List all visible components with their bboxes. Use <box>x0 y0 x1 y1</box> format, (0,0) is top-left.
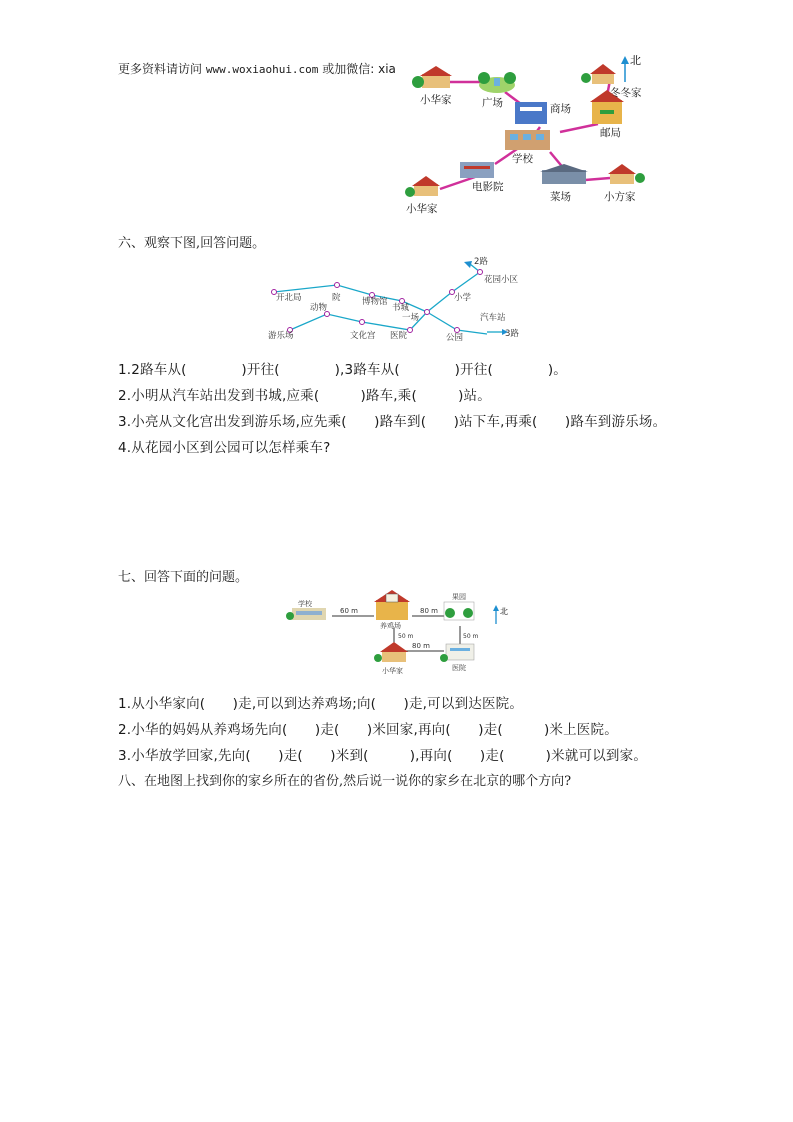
label-school: 学校 <box>512 153 533 165</box>
label-garden: 花园小区 <box>484 275 519 285</box>
label-xiaofang-home: 小方家 <box>604 191 636 203</box>
label-distance-school-farm: 60 m <box>340 607 358 615</box>
label-station-b: 一场 <box>402 313 420 323</box>
direction-map <box>282 586 514 674</box>
vegetable-market-icon <box>540 164 588 184</box>
label-route2: 2路 <box>474 257 488 267</box>
page-header <box>118 60 396 77</box>
label-square: 广场 <box>482 97 503 109</box>
label-home: 小华家 <box>382 667 403 674</box>
label-park: 公园 <box>446 333 464 343</box>
label-distance-farm-home: 50 m <box>398 633 414 640</box>
dongdong-home-icon <box>581 64 616 84</box>
section6-question-1: 1.2路车从( )开往( ),3路车从( )开往( )。 <box>118 362 567 378</box>
section7-title: 七、回答下面的问题。 <box>118 570 249 585</box>
label-xiaohua-home-bottom: 小华家 <box>406 203 438 215</box>
route-map-figure <box>400 52 660 222</box>
label-orchard: 果园 <box>452 593 466 601</box>
school-icon <box>505 130 550 150</box>
school-icon <box>286 608 326 620</box>
label-amusement: 游乐场 <box>268 331 294 341</box>
section6-question-2: 2.小明从汽车站出发到书城,应乘( )路车,乘( )站。 <box>118 388 491 404</box>
label-bookcity: 书城 <box>392 303 410 313</box>
label-market: 商场 <box>550 103 571 115</box>
label-cross: 院 <box>332 293 341 303</box>
label-post-office: 邮局 <box>600 127 621 139</box>
label-top-left: 开北局 <box>276 293 302 303</box>
section8-title: 八、在地图上找到你的家乡所在的省份,然后说一说你的家乡在北京的哪个方向? <box>118 774 572 789</box>
bus-route-map <box>262 252 542 344</box>
section6-title: 六、观察下图,回答问题。 <box>118 236 266 251</box>
xiaofang-home-icon <box>608 164 645 184</box>
farm-icon <box>374 590 410 620</box>
label-hospital: 医院 <box>390 331 408 341</box>
header-url[interactable]: www.woxiaohui.com <box>205 63 319 76</box>
label-bus: 汽车站 <box>480 313 506 323</box>
hospital-icon <box>440 644 474 662</box>
label-distance-farm-orchard: 80 m <box>420 607 438 615</box>
label-vegetable-market: 菜场 <box>550 191 571 203</box>
cinema-icon <box>460 162 494 178</box>
north-arrow-icon <box>621 56 629 64</box>
square-icon <box>478 72 516 93</box>
section7-question-3: 3.小华放学回家,先向( )走( )米到( ),再向( )走( )米就可以到家。 <box>118 748 648 764</box>
label-route3: 3路 <box>505 329 519 339</box>
map1-north-label: 北 <box>630 54 641 67</box>
label-distance-orchard-hospital: 50 m <box>463 633 479 640</box>
home-icon <box>374 642 408 662</box>
label-xiaohua-home-top: 小华家 <box>420 94 452 106</box>
orchard-icon <box>444 602 474 620</box>
label-dongdong-home: 冬冬家 <box>610 87 642 99</box>
section7-question-2: 2.小华的妈妈从养鸡场先向( )走( )米回家,再向( )走( )米上医院。 <box>118 722 618 738</box>
label-museum: 博物馆 <box>362 297 388 307</box>
xiaohua-home-top-icon <box>412 66 452 88</box>
route2-arrow-icon <box>464 261 472 268</box>
label-distance-home-hospital: 80 m <box>412 642 430 650</box>
label-cinema: 电影院 <box>472 181 504 193</box>
label-school: 学校 <box>298 600 312 608</box>
section6-question-3: 3.小亮从文化宫出发到游乐场,应先乘( )路车到( )站下车,再乘( )路车到游乐场。 <box>118 414 667 430</box>
label-station-a: 动物 <box>310 303 328 313</box>
section7-question-1: 1.从小华家向( )走,可以到达养鸡场;向( )走,可以到达医院。 <box>118 696 524 712</box>
xiaohua-home-bottom-icon <box>405 176 440 197</box>
map7-north-label: 北 <box>500 607 508 616</box>
label-hospital: 医院 <box>452 664 466 672</box>
section6-question-4: 4.从花园小区到公园可以怎样乘车? <box>118 440 331 456</box>
label-culture: 文化宫 <box>350 331 376 341</box>
market-icon <box>515 102 547 124</box>
north-arrow-icon <box>493 605 499 611</box>
header-prefix: 更多资料请访问 <box>118 62 203 76</box>
label-farm: 养鸡场 <box>380 622 401 630</box>
header-suffix: 或加微信: xia <box>322 62 396 76</box>
label-xiao: 小学 <box>454 293 472 303</box>
